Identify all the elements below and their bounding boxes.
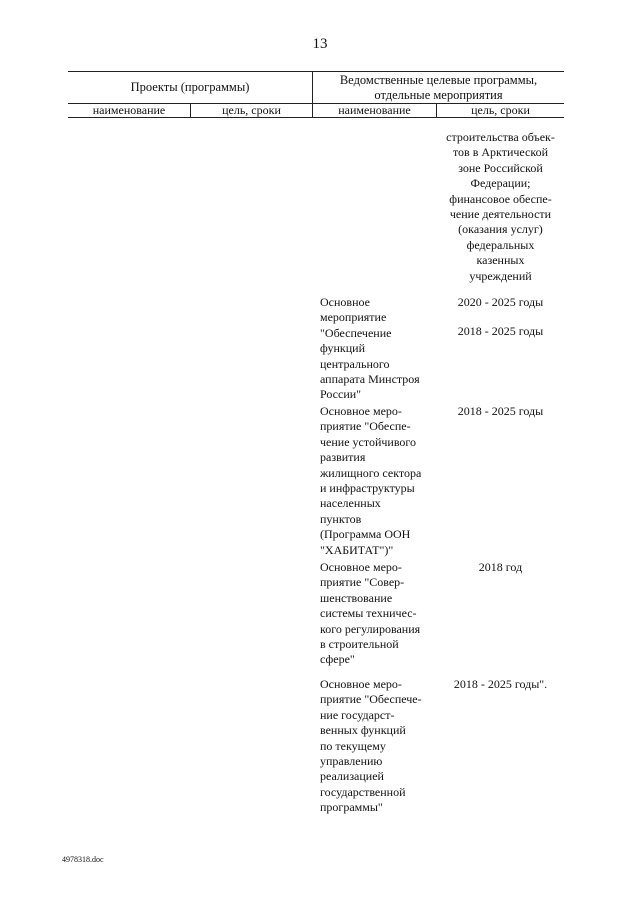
row-name-line: жилищного сектора (320, 465, 422, 480)
row-3-name (320, 560, 436, 668)
continuation-line: зоне Российской (458, 160, 543, 175)
continuation-line: строительства объек- (446, 130, 555, 144)
row-name-line: Основное меро- (320, 677, 402, 691)
row-name-line: (Программа ООН (320, 527, 411, 542)
row-1-name (320, 295, 436, 403)
continuation-line: учреждений (469, 268, 532, 283)
header-programs (313, 73, 564, 103)
row-3-term: 2018 год (478, 560, 523, 574)
continuation-line: чение деятельности (449, 207, 552, 222)
row-name-line: Основное меро- (320, 560, 402, 574)
row-name-line: венных функций (320, 723, 406, 738)
row-name-line: приятие "Обеспече- (320, 692, 422, 707)
row-2-term: 2018 - 2025 годы (457, 404, 544, 418)
row-name-line: реализацией (320, 769, 384, 784)
row-name-line: населенных (320, 496, 381, 511)
continuation-line: казенных (476, 253, 525, 268)
row-name-line: приятие "Обеспе- (320, 419, 411, 434)
row-name-line: в строительной (320, 637, 399, 652)
row-2-name (320, 404, 436, 558)
row-4-name (320, 677, 436, 816)
subheader-name-1: наименование (92, 103, 166, 117)
row-1-term-1: 2020 - 2025 годы (457, 295, 544, 309)
row-name-line: пунктов (320, 511, 362, 526)
continuation-line: финансовое обеспе- (449, 191, 552, 206)
row-name-line: шенствование (320, 590, 393, 605)
row-name-line: России" (320, 387, 362, 402)
row-name-line: по текущему (320, 738, 386, 753)
row-name-line: Основное меро- (320, 404, 402, 418)
row-1-term-2: 2018 - 2025 годы (457, 324, 544, 338)
row-name-line: и инфраструктуры (320, 481, 415, 496)
row-name-line: чение устойчивого (320, 434, 417, 449)
subheader-name-2: наименование (338, 103, 411, 117)
subheader-terms-1: цель, сроки (222, 103, 281, 117)
row-name-line: аппарата Минстроя (320, 372, 420, 387)
row-name-line: программы" (320, 800, 383, 815)
row-name-line: управлению (320, 754, 383, 769)
header-bottom-rule (68, 117, 564, 118)
row-name-line: центрального (320, 356, 390, 371)
subheader-terms-2: цель, сроки (471, 103, 530, 117)
continuation-line: Федерации; (470, 176, 531, 191)
row-name-line: государственной (320, 784, 406, 799)
row-name-line: "Обеспечение (320, 325, 392, 340)
document-footer-filename: 4978318.doc (62, 855, 104, 864)
row-name-line: приятие "Совер- (320, 575, 405, 590)
row-name-line: Основное (320, 295, 370, 309)
row-4-term: 2018 - 2025 годы". (453, 677, 548, 691)
row-name-line: ние государст- (320, 707, 395, 722)
row-name-line: развития (320, 450, 366, 465)
page-number: 13 (312, 36, 328, 52)
continuation-goal-text (437, 130, 564, 284)
header-programs-line2: отдельные мероприятия (374, 88, 503, 102)
row-name-line: системы техничес- (320, 606, 417, 621)
row-name-line: кого регулирования (320, 621, 421, 636)
continuation-line: тов в Арктической (452, 145, 549, 160)
header-projects: Проекты (программы) (130, 80, 250, 94)
continuation-line: (оказания услуг) (458, 222, 543, 237)
row-name-line: мероприятие (320, 310, 387, 325)
row-name-line: функций (320, 341, 365, 356)
row-name-line: сфере" (320, 652, 355, 667)
row-name-line: "ХАБИТАТ")" (320, 542, 394, 557)
continuation-line: федеральных (466, 237, 535, 252)
header-programs-line1: Ведомственные целевые программы, (339, 73, 538, 87)
table-top-rule (68, 71, 564, 72)
